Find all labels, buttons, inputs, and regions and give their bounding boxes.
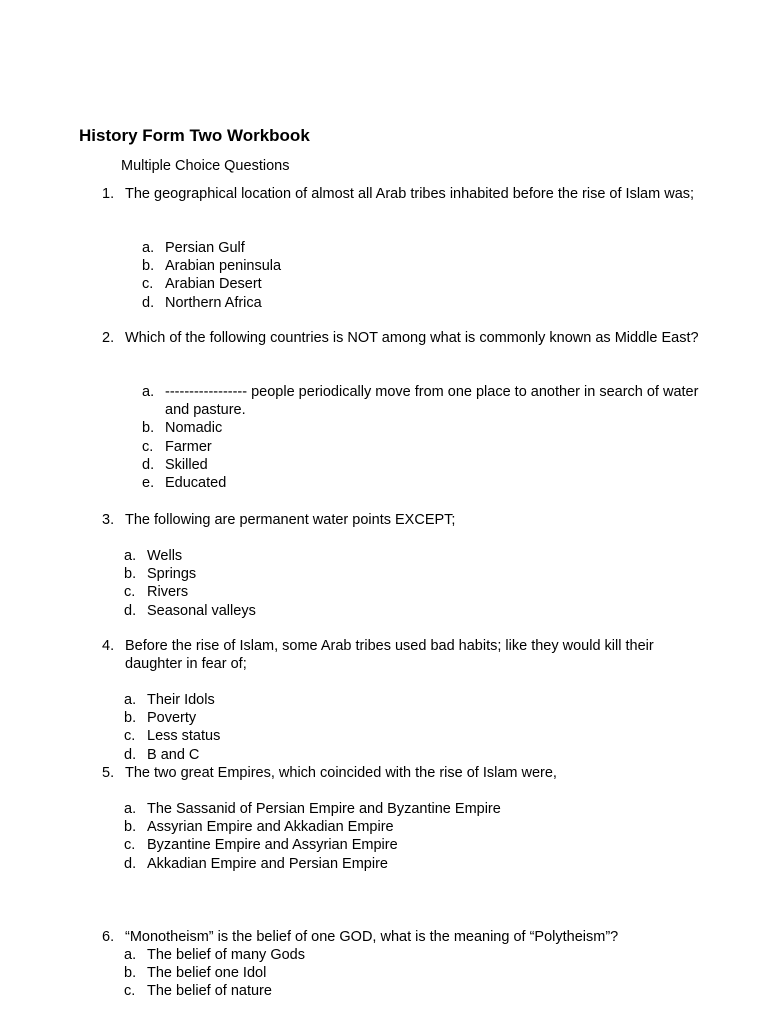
option-d [142, 294, 702, 312]
option-d [124, 746, 684, 764]
option-text: The Sassanid of Persian Empire and Byzantine Empire [147, 801, 501, 817]
option-a [124, 946, 684, 964]
option-letter: c. [124, 584, 136, 601]
option-a [142, 383, 702, 419]
option-letter: a. [124, 801, 137, 817]
option-letter: b. [142, 420, 155, 437]
option-text: The belief of many Gods [147, 947, 305, 963]
option-letter: c. [142, 276, 154, 293]
question-text: The following are permanent water points EXCEPT; [125, 512, 456, 528]
question-1 [102, 185, 702, 203]
option-letter: d. [124, 602, 137, 619]
option-text: Northern Africa [165, 294, 262, 311]
option-text: Nomadic [165, 420, 223, 437]
option-d [124, 602, 684, 620]
option-text: Their Idols [147, 692, 215, 708]
option-letter: a. [142, 384, 155, 400]
option-letter: a. [124, 947, 137, 963]
option-letter: c. [124, 837, 136, 854]
question-2 [102, 329, 702, 347]
option-letter: d. [142, 294, 155, 311]
question-6 [102, 928, 702, 946]
document-title: History Form Two Workbook [79, 126, 310, 145]
question-number: 3. [102, 512, 115, 528]
option-b [124, 565, 684, 583]
option-b [124, 964, 684, 982]
option-text: B and C [147, 746, 200, 763]
option-text: Seasonal valleys [147, 602, 256, 619]
option-text: Assyrian Empire and Akkadian Empire [147, 819, 394, 836]
question-text: “Monotheism” is the belief of one GOD, what is the meaning of “Polytheism”? [125, 929, 619, 945]
option-letter: b. [124, 819, 137, 836]
option-d [124, 855, 684, 873]
question-2-options [142, 383, 702, 492]
option-text: The belief one Idol [147, 965, 267, 982]
question-text: The two great Empires, which coincided with the rise of Islam were, [125, 765, 557, 781]
option-c [124, 727, 684, 745]
question-text: The geographical location of almost all Arab tribes inhabited before the rise of Islam was; [125, 186, 695, 202]
option-text: Skilled [165, 456, 208, 473]
option-c [142, 438, 702, 456]
option-a [142, 239, 702, 257]
option-text: Educated [165, 475, 227, 492]
option-letter: a. [142, 240, 155, 256]
question-text: Before the rise of Islam, some Arab tribes used bad habits; like they would kill their daughter in fear of; [125, 638, 654, 672]
option-b [124, 709, 684, 727]
option-text: Poverty [147, 710, 197, 727]
option-a [124, 547, 684, 565]
option-text: Wells [147, 548, 183, 564]
question-1-options [142, 239, 702, 312]
question-number: 4. [102, 638, 115, 654]
option-c [124, 982, 684, 1000]
option-letter: a. [124, 692, 137, 708]
option-letter: e. [142, 475, 155, 492]
question-number: 5. [102, 765, 115, 781]
option-d [142, 456, 702, 474]
option-b [124, 818, 684, 836]
question-3 [102, 511, 702, 529]
option-text: The belief of nature [147, 983, 272, 1000]
option-text: Less status [147, 728, 221, 745]
option-a [124, 800, 684, 818]
option-letter: c. [124, 983, 136, 1000]
option-text: Rivers [147, 584, 189, 601]
option-c [124, 836, 684, 854]
question-number: 2. [102, 330, 115, 346]
option-b [142, 257, 702, 275]
question-5-options [124, 800, 684, 873]
option-c [142, 275, 702, 293]
option-letter: a. [124, 548, 137, 564]
option-text: Arabian Desert [165, 276, 262, 293]
question-4 [102, 637, 702, 673]
option-text: Akkadian Empire and Persian Empire [147, 855, 388, 872]
option-letter: d. [124, 746, 137, 763]
option-letter: b. [124, 566, 137, 583]
option-letter: d. [124, 855, 137, 872]
option-b [142, 419, 702, 437]
option-text: Byzantine Empire and Assyrian Empire [147, 837, 398, 854]
option-letter: b. [142, 258, 155, 275]
option-text: Arabian peninsula [165, 258, 282, 275]
question-text: Which of the following countries is NOT among what is commonly known as Middle East? [125, 330, 699, 346]
option-text: ----------------- people periodically move from one place to another in search of water and pasture. [165, 384, 699, 419]
option-a [124, 691, 684, 709]
option-text: Farmer [165, 438, 212, 455]
question-number: 6. [102, 929, 115, 945]
option-letter: b. [124, 965, 137, 982]
question-3-options [124, 547, 684, 620]
option-letter: c. [124, 728, 136, 745]
option-letter: b. [124, 710, 137, 727]
question-5 [102, 764, 702, 782]
option-letter: d. [142, 456, 155, 473]
option-letter: c. [142, 438, 154, 455]
option-text: Springs [147, 566, 197, 583]
option-e [142, 474, 702, 492]
question-4-options [124, 691, 684, 764]
section-subtitle: Multiple Choice Questions [121, 158, 290, 174]
option-c [124, 583, 684, 601]
option-text: Persian Gulf [165, 240, 245, 256]
question-number: 1. [102, 186, 115, 202]
question-6-options [124, 946, 684, 1001]
